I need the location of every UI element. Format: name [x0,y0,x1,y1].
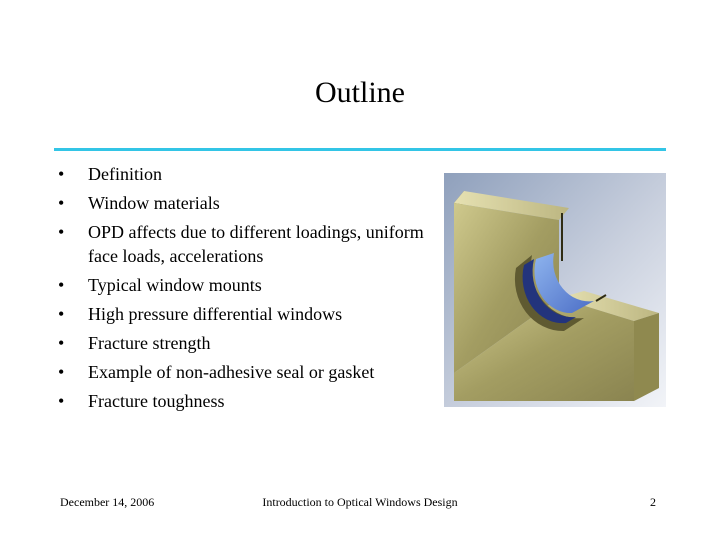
slide-title: Outline [315,76,405,109]
bullet-dot: • [58,222,65,242]
bullet-dot: • [58,164,65,184]
bullet-item [58,300,438,329]
bullet-text: Example of non-adhesive seal or gasket [88,362,375,382]
footer-title [0,495,720,510]
bullet-item [58,160,438,189]
bullet-dot: • [58,193,65,213]
mount-base-side [634,313,659,401]
bullet-list [58,160,438,416]
bullet-item [58,329,438,358]
bullet-dot: • [58,362,65,382]
bullet-text: Window materials [88,193,220,213]
bullet-text: Definition [88,164,162,184]
bullet-dot: • [58,333,65,353]
title-divider [54,148,666,151]
bullet-text: OPD affects due to different loadings, uniform face loads, accelerations [88,222,424,266]
bullet-text: High pressure differential windows [88,304,343,324]
bullet-dot: • [58,304,65,324]
bullet-text: Fracture toughness [88,391,225,411]
bullet-dot: • [58,391,65,411]
footer-date: December 14, 2006 [60,495,155,509]
bullet-dot: • [58,275,65,295]
bullet-item [58,387,438,416]
bullet-text: Typical window mounts [88,275,262,295]
footer-page-number: 2 [650,495,656,509]
bullet-item [58,271,438,300]
footer-title-text: Introduction to Optical Windows Design [262,495,458,509]
bullet-item [58,358,438,387]
bullet-item [58,189,438,218]
bullet-text: Fracture strength [88,333,211,353]
window-mount-illustration [444,173,666,407]
bullet-item [58,218,438,271]
